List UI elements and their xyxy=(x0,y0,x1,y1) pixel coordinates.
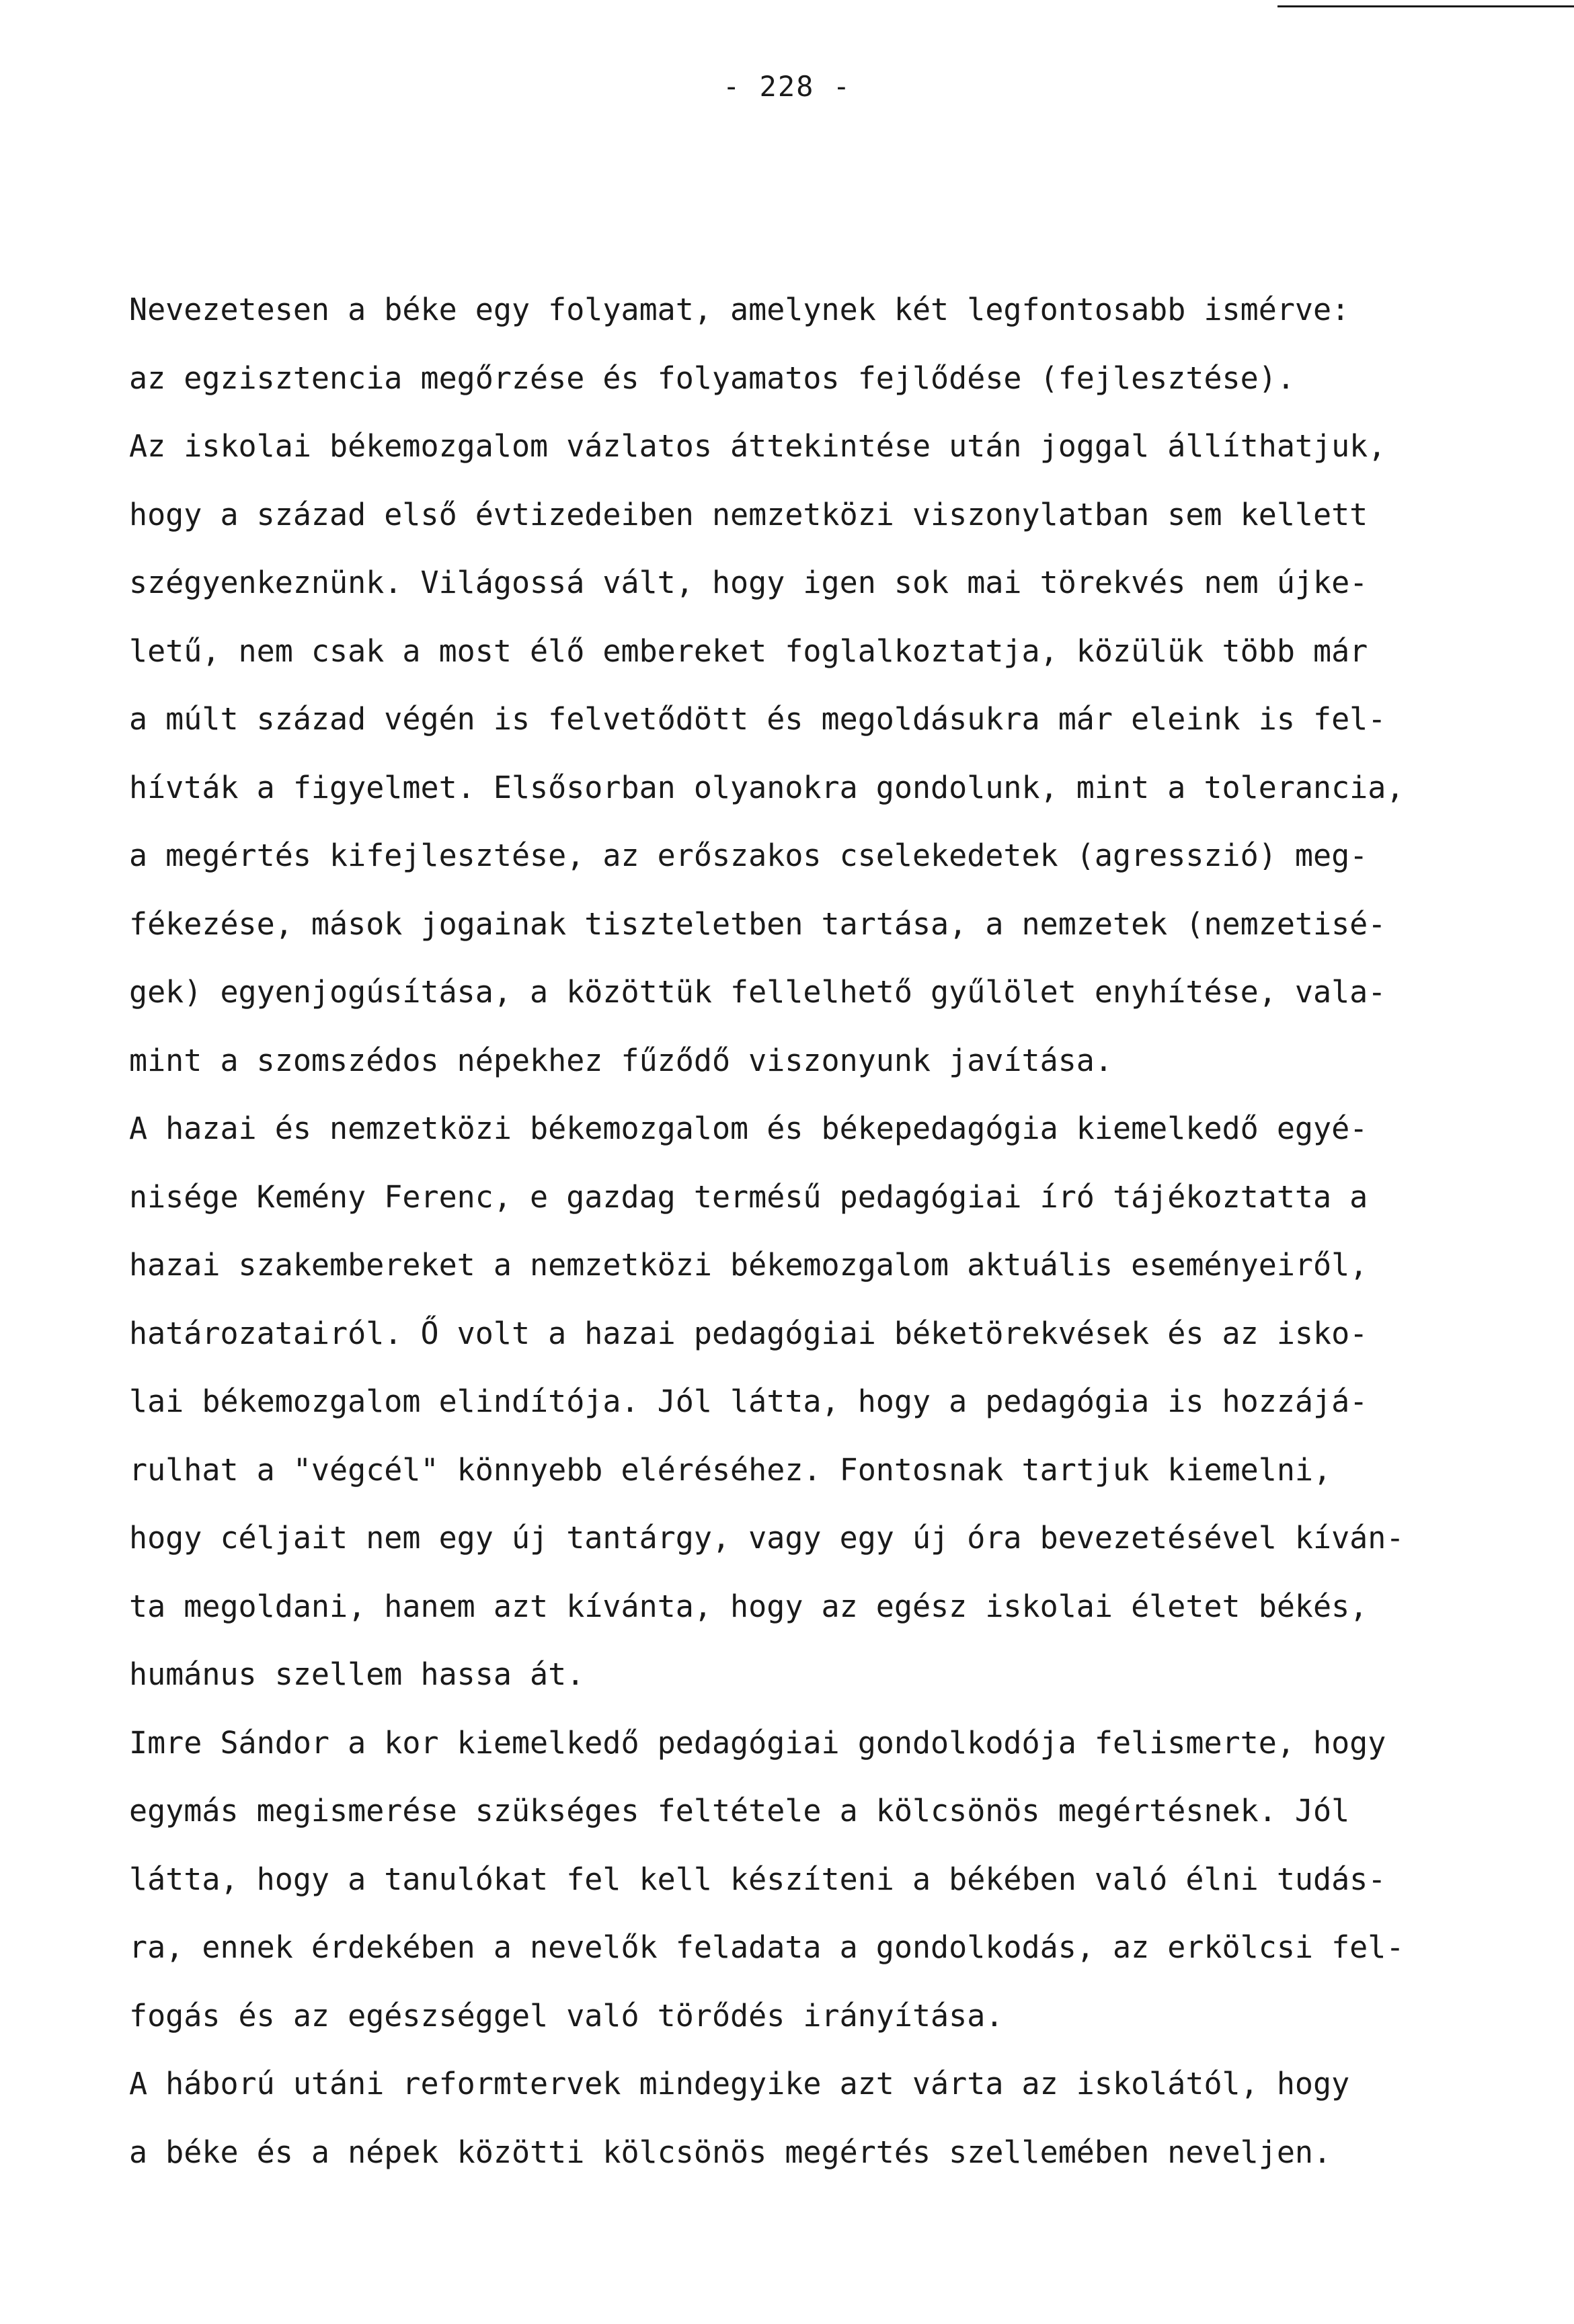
text-line: hogy a század első évtizedeiben nemzetközi viszonylatban sem kellett xyxy=(129,496,1368,532)
text-line: letű, nem csak a most élő embereket foglalkoztatja, közülük több már xyxy=(129,633,1368,669)
text-line: nisége Kemény Ferenc, e gazdag termésű pedagógiai író tájékoztatta a xyxy=(129,1178,1368,1215)
text-line: látta, hogy a tanulókat fel kell készíteni a békében való élni tudás- xyxy=(129,1861,1386,1897)
text-line: gek) egyenjogúsítása, a közöttük fellelhető gyűlölet enyhítése, vala- xyxy=(129,974,1386,1010)
text-line: Az iskolai békemozgalom vázlatos áttekintése után joggal állíthatjuk, xyxy=(129,428,1386,464)
text-line: lai békemozgalom elindítója. Jól látta, hogy a pedagógia is hozzájá- xyxy=(129,1384,1368,1419)
text-line: A hazai és nemzetközi békemozgalom és békepedagógia kiemelkedő egyé- xyxy=(129,1111,1368,1146)
text-line: rulhat a "végcél" könnyebb eléréséhez. Fontosnak tartjuk kiemelni, xyxy=(129,1451,1332,1488)
text-line: határozatairól. Ő volt a hazai pedagógiai béketörekvések és az isko- xyxy=(129,1315,1368,1351)
text-line: humánus szellem hassa át. xyxy=(129,1656,585,1692)
text-line: a megértés kifejlesztése, az erőszakos cselekedetek (agresszió) meg- xyxy=(129,838,1368,873)
text-line: Nevezetesen a béke egy folyamat, amelynek két legfontosabb ismérve: xyxy=(129,292,1350,327)
text-line: mint a szomszédos népekhez fűződő viszonyunk javítása. xyxy=(129,1042,1113,1078)
text-line: hogy céljait nem egy új tantárgy, vagy egy új óra bevezetésével kíván- xyxy=(129,1520,1405,1556)
text-line: ta megoldani, hanem azt kívánta, hogy az egész iskolai életet békés, xyxy=(129,1588,1368,1624)
text-line: fogás és az egészséggel való törődés irányítása. xyxy=(129,1997,1004,2034)
text-line: hazai szakembereket a nemzetközi békemozgalom aktuális eseményeiről, xyxy=(129,1247,1368,1283)
text-line: Imre Sándor a kor kiemelkedő pedagógiai gondolkodója felismerte, hogy xyxy=(129,1724,1386,1761)
text-line: a béke és a népek közötti kölcsönös megértés szellemében neveljen. xyxy=(129,2134,1332,2170)
text-line: szégyenkeznünk. Világossá vált, hogy igen sok mai törekvés nem újke- xyxy=(129,565,1368,600)
text-line: az egzisztencia megőrzése és folyamatos fejlődése (fejlesztése). xyxy=(129,360,1295,396)
page-number: - 228 - xyxy=(722,70,851,103)
text-line: hívták a figyelmet. Elsősorban olyanokra gondolunk, mint a tolerancia, xyxy=(129,769,1405,805)
text-line: A háború utáni reformtervek mindegyike azt várta az iskolától, hogy xyxy=(129,2066,1350,2101)
text-line: egymás megismerése szükséges feltétele a kölcsönös megértésnek. Jól xyxy=(129,1793,1350,1829)
text-line: fékezése, mások jogainak tiszteletben tartása, a nemzetek (nemzetisé- xyxy=(129,906,1386,942)
body-text xyxy=(129,276,1528,2186)
text-line: ra, ennek érdekében a nevelők feladata a gondolkodás, az erkölcsi fel- xyxy=(129,1929,1405,1965)
text-line: a múlt század végén is felvetődött és megoldásukra már eleink is fel- xyxy=(129,701,1386,737)
top-rule xyxy=(1277,5,1574,7)
